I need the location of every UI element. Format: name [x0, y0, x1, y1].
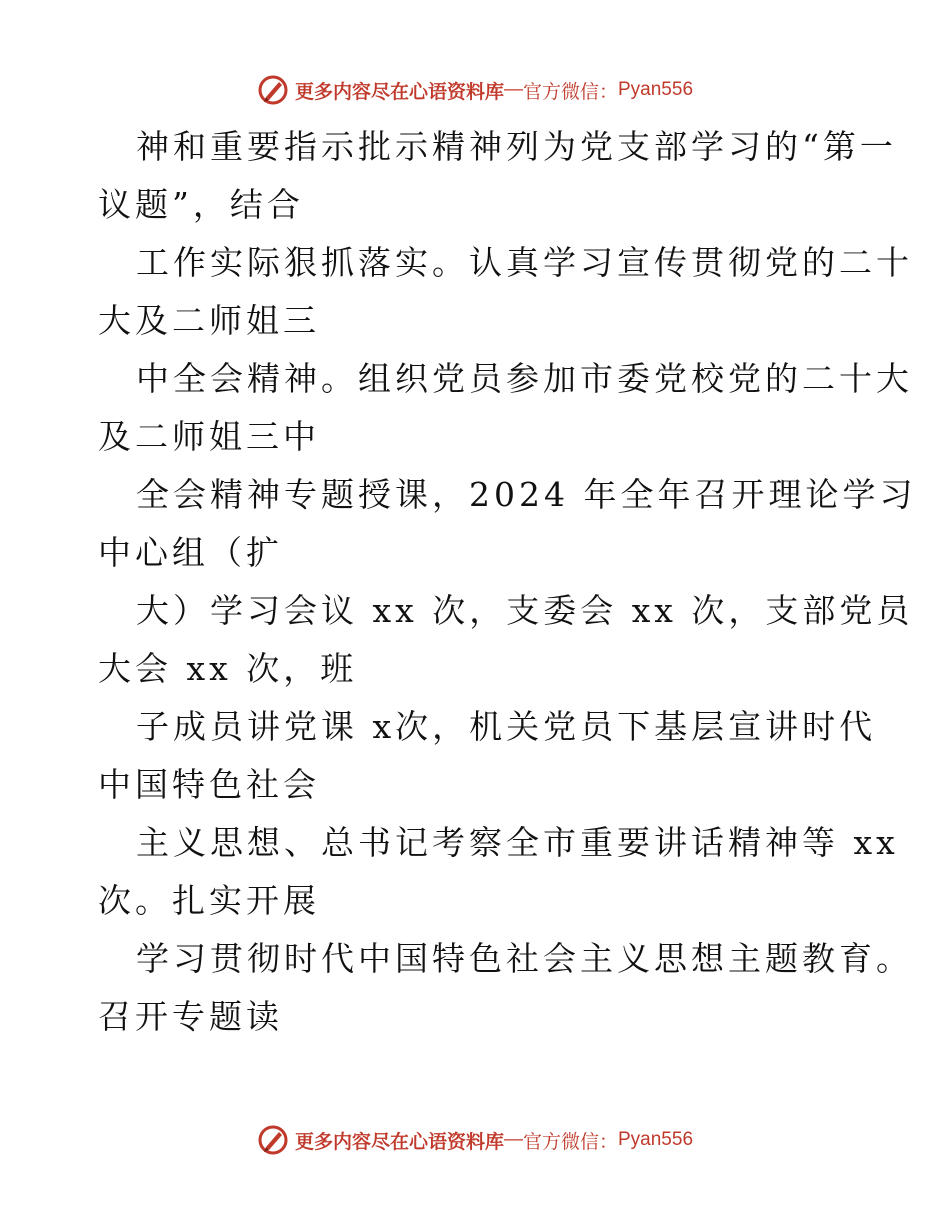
paragraph	[98, 234, 913, 350]
watermark-main-text: 更多内容尽在心语资料库	[294, 81, 504, 103]
paragraph	[98, 582, 914, 698]
paragraph-line: 工作实际狠抓落实。认真学习宣传贯彻党的二十	[136, 243, 913, 282]
pen-logo-icon	[257, 74, 289, 106]
watermark-dash: —	[503, 79, 523, 100]
paragraph	[98, 930, 913, 1046]
pen-logo-icon	[257, 1124, 289, 1156]
paragraph	[98, 118, 897, 234]
paragraph-line: 子成员讲党课 x次，机关党员下基层宣讲时代	[136, 707, 877, 746]
document-body	[98, 118, 917, 1046]
paragraph-line: 大会 xx 次，班	[98, 649, 358, 688]
watermark-wechat-id: Pyan556	[618, 79, 694, 100]
watermark-header	[0, 70, 950, 110]
paragraph	[98, 698, 877, 814]
paragraph-line: 及二师姐三中	[98, 417, 320, 456]
paragraph-line: 神和重要指示批示精神列为党支部学习的“第一	[136, 127, 897, 166]
paragraph-line: 中国特色社会	[98, 765, 320, 804]
paragraph-line: 中心组（扩	[98, 533, 283, 572]
paragraph	[98, 350, 913, 466]
paragraph-line: 召开专题读	[98, 997, 283, 1036]
watermark-dash: —	[503, 1129, 523, 1150]
watermark-main-text: 更多内容尽在心语资料库	[294, 1131, 504, 1153]
paragraph-line: 主义思想、总书记考察全市重要讲话精神等 xx	[136, 823, 899, 862]
paragraph-line: 议题”，结合	[98, 185, 304, 224]
paragraph-line: 大及二师姐三	[98, 301, 320, 340]
paragraph	[98, 466, 917, 582]
watermark-footer	[0, 1120, 950, 1160]
paragraph	[98, 814, 899, 930]
paragraph-line: 次。扎实开展	[98, 881, 320, 920]
watermark-wechat-label: 官方微信：	[522, 1131, 618, 1153]
paragraph-line: 大）学习会议 xx 次，支委会 xx 次，支部党员	[136, 591, 914, 630]
paragraph-line: 全会精神专题授课，2024 年全年召开理论学习	[136, 475, 917, 514]
paragraph-line: 学习贯彻时代中国特色社会主义思想主题教育。	[136, 939, 913, 978]
watermark-wechat-label: 官方微信：	[522, 81, 618, 103]
watermark-wechat-id: Pyan556	[618, 1129, 694, 1150]
paragraph-line: 中全会精神。组织党员参加市委党校党的二十大	[136, 359, 913, 398]
